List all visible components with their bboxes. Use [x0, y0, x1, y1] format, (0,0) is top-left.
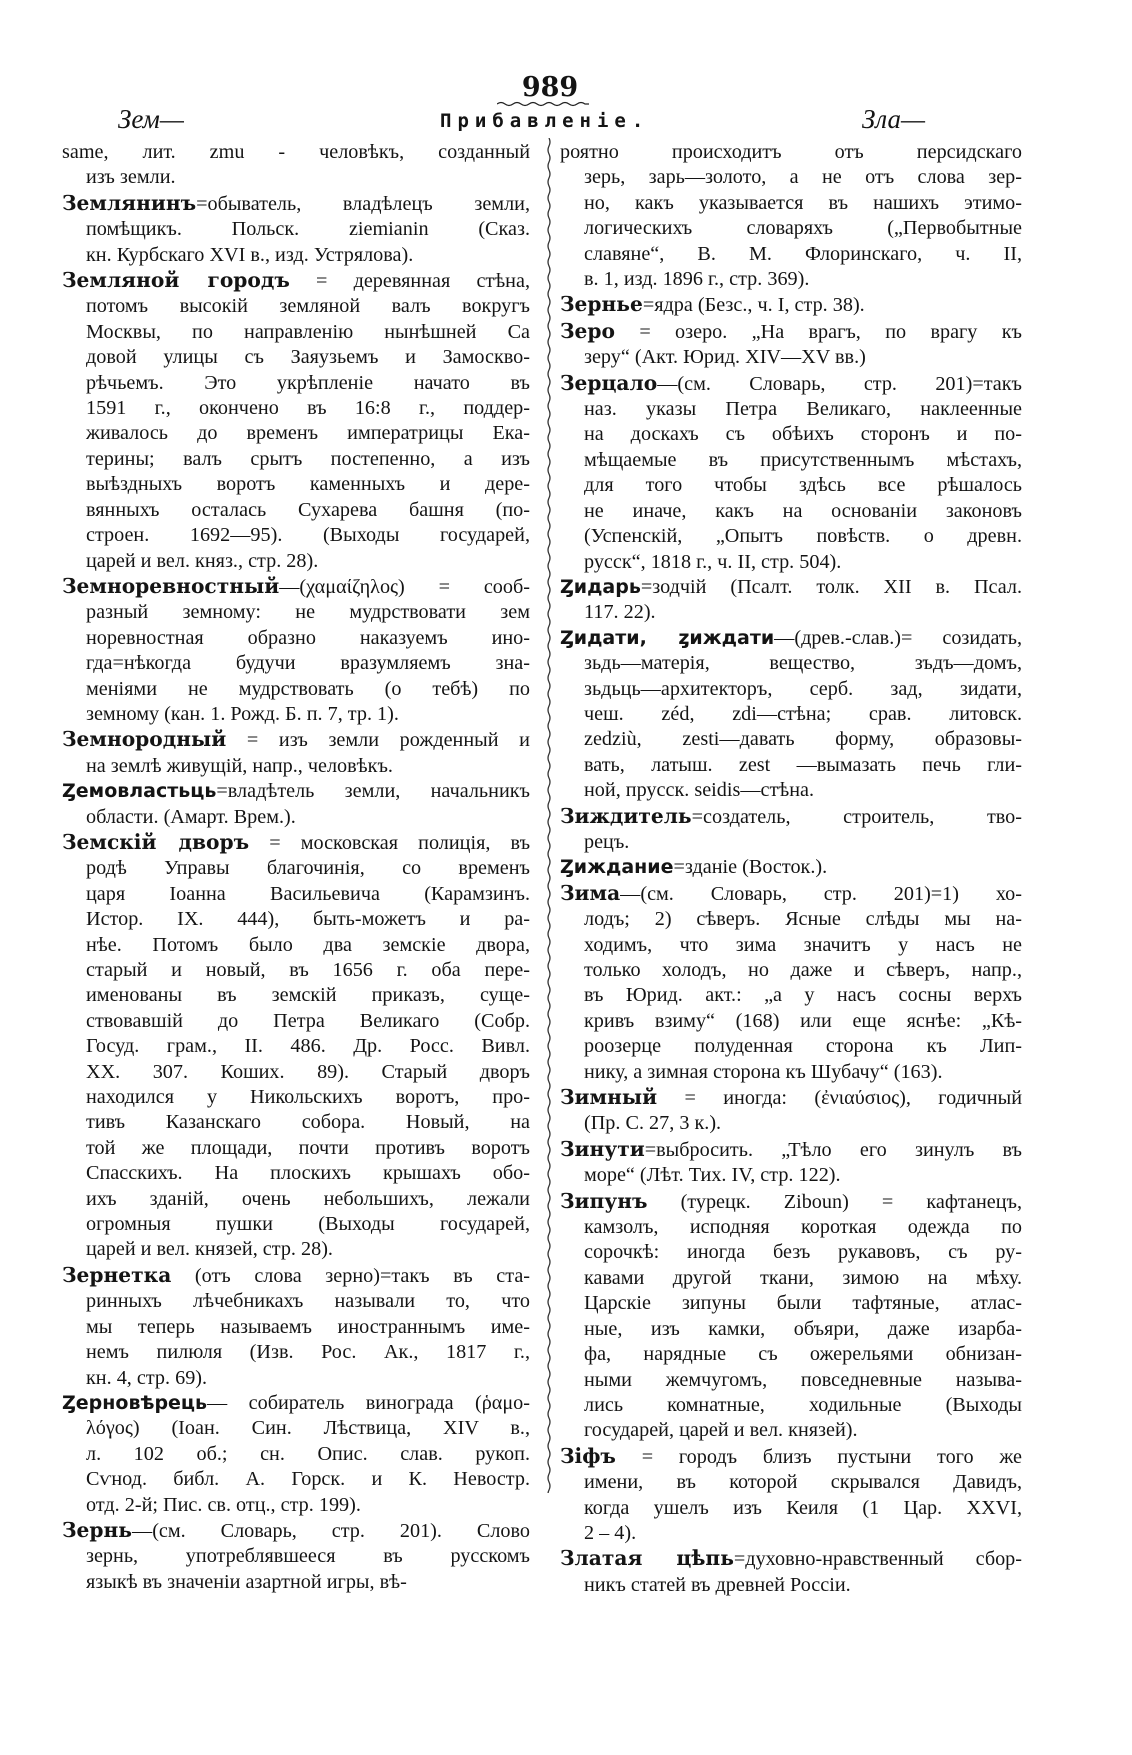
entry-line — [62, 523, 530, 548]
entry-text: кривъ взиму“ (168) или еще яснѣе: „Кѣ- — [584, 1009, 1022, 1032]
entry-text: —(см. Словарь, стр. 201). Слово — [132, 1519, 530, 1542]
entry-text: Истор. IX. 444), быть-можетъ и ра- — [86, 908, 530, 931]
entry-text: живалось до временъ императрицы Ека- — [86, 422, 530, 445]
entry-line — [560, 1163, 1022, 1188]
running-head-left: Зем— — [118, 104, 184, 134]
entry-text: никъ статей въ древней Россіи. — [584, 1573, 851, 1596]
entry-text: рѣчьемъ. Это укрѣпленіе начато въ — [86, 371, 530, 394]
entry-line — [560, 191, 1022, 216]
entry-text: Царскіе зипуны были тафтяные, атлас- — [584, 1292, 1022, 1315]
entry-line — [62, 1544, 530, 1569]
entry-text: помѣщикъ. Польск. ziemianin (Сказ. — [86, 218, 530, 241]
entry-line — [560, 1215, 1022, 1240]
entry-line — [62, 651, 530, 676]
wavy-rule-ornament — [497, 101, 589, 107]
entry-line — [560, 1060, 1022, 1085]
entry-line — [62, 1289, 530, 1314]
entry-line — [560, 216, 1022, 241]
entry-line — [560, 371, 1022, 397]
entry-line — [62, 1442, 530, 1467]
dictionary-entry — [62, 1391, 530, 1518]
entry-line — [62, 805, 530, 830]
entry-line — [560, 165, 1022, 190]
dictionary-entry — [560, 1085, 1022, 1137]
entry-line — [560, 881, 1022, 907]
entry-text: =обыватель, владѣлецъ земли, — [196, 192, 530, 215]
entry-text: —(см. Словарь, стр. 201)=такъ — [657, 372, 1022, 395]
entry-line — [560, 1521, 1022, 1546]
entry-text: тивъ Казанскаго собора. Новый, на — [86, 1111, 530, 1134]
entry-line — [62, 574, 530, 600]
entry-text: кавами другой ткани, зимою на мѣху. — [584, 1266, 1022, 1289]
entry-line — [560, 1418, 1022, 1443]
entry-text: имени, въ которой скрывался Давидъ, — [584, 1471, 1022, 1494]
entry-line — [62, 294, 530, 319]
entry-headword: Ȥидарь — [560, 575, 641, 598]
entry-text: л. 102 об.; сн. Опис. слав. рукоп. — [86, 1442, 530, 1465]
entry-line — [62, 447, 530, 472]
entry-text: (Успенскій, „Опытъ повѣств. о древн. — [584, 525, 1022, 548]
entry-line — [62, 983, 530, 1008]
entry-text: языкѣ въ значеніи азартной игры, вѣ- — [86, 1570, 407, 1593]
entry-text: для того чтобы здѣсь все рѣшалось — [584, 474, 1022, 497]
entry-text: море“ (Лѣт. Тих. IV, стр. 122). — [584, 1164, 841, 1187]
entry-headword: Зерцало — [560, 370, 658, 395]
entry-line — [560, 600, 1022, 625]
entry-text: ными жемчугомъ, повседневные называ- — [584, 1368, 1022, 1391]
entry-line — [560, 1111, 1022, 1136]
entry-text: славяне“, В. М. Флоринскаго, ч. II, — [584, 242, 1022, 265]
entry-line — [560, 499, 1022, 524]
entry-text: same, лит. zmu - человѣкъ, созданный — [62, 141, 530, 163]
entry-text: довой улицы съ Заяузьемъ и Замоскво- — [86, 346, 530, 369]
entry-line — [560, 292, 1022, 318]
entry-line — [62, 882, 530, 907]
entry-line — [62, 1009, 530, 1034]
entry-line — [62, 1467, 530, 1492]
entry-text: —(см. Словарь, стр. 201)=1) хо- — [620, 882, 1022, 905]
entry-text: Сѵнод. библ. А. Горск. и К. Невостр. — [86, 1468, 530, 1491]
entry-text: области. (Амарт. Врем.). — [86, 805, 296, 828]
entry-headword: Ȥерновѣрець — [62, 1391, 208, 1414]
entry-text: земному (кан. 1. Рожд. Б. п. 7, тр. 1). — [86, 702, 399, 725]
entry-headword: Зима — [560, 880, 621, 905]
entry-text: ной, прусск. seidis—стѣна. — [584, 779, 815, 802]
entry-text: =зодчій (Псалт. толк. XII в. Псал. — [640, 575, 1022, 598]
entry-line — [62, 856, 530, 881]
entry-line — [560, 753, 1022, 778]
entry-line — [62, 243, 530, 268]
entry-text: вянныхъ осталась Сухарева башня (по- — [86, 498, 530, 521]
entry-text: сорочкѣ: иногда безъ рукавовъ, съ ру- — [584, 1241, 1022, 1264]
entry-text: разный земному: не мудрствовати зем — [86, 601, 530, 624]
entry-line — [62, 1315, 530, 1340]
entry-line — [62, 165, 530, 190]
entry-line — [560, 1137, 1022, 1163]
entry-text: —(древ.-слав.)= созидать, — [774, 626, 1022, 649]
entry-line — [62, 472, 530, 497]
entry-line — [62, 727, 530, 753]
entry-text: λόγος) (Іоан. Син. Лѣствица, XIV в., — [86, 1417, 530, 1440]
entry-line — [62, 191, 530, 217]
entry-line — [560, 727, 1022, 752]
entry-text: рецъ. — [584, 830, 630, 853]
entry-line — [62, 1136, 530, 1161]
entry-headword: Земляной городъ — [62, 268, 290, 293]
entry-text: роозерце полуденная сторона къ Лип- — [584, 1035, 1022, 1058]
entry-text: лись комнатные, ходильные (Выходы — [584, 1393, 1022, 1416]
entry-line — [560, 1189, 1022, 1215]
entry-line — [560, 907, 1022, 932]
entry-line — [560, 778, 1022, 803]
entry-line — [62, 421, 530, 446]
entry-line — [62, 1340, 530, 1365]
entry-text: 117. 22). — [584, 601, 656, 624]
entry-text: меніями не мудрствовать (о тебѣ) по — [86, 677, 530, 700]
entry-line — [62, 1060, 530, 1085]
page-number: 989 — [521, 72, 579, 103]
entry-line — [560, 958, 1022, 983]
entry-line — [560, 575, 1022, 600]
entry-headword: Земнородный — [62, 727, 227, 752]
entry-text: именованы въ земскій приказъ, суще- — [86, 984, 530, 1007]
entry-line — [560, 242, 1022, 267]
entry-text: =создатель, строитель, тво- — [691, 805, 1022, 828]
entry-line — [62, 958, 530, 983]
entry-line — [560, 1546, 1022, 1572]
dictionary-entry — [62, 268, 530, 574]
entry-line — [62, 1518, 530, 1544]
entry-text: норевностная образно наказуемъ ино- — [86, 626, 530, 649]
dictionary-entry — [560, 1444, 1022, 1547]
entry-line — [560, 448, 1022, 473]
dictionary-entry — [560, 881, 1022, 1085]
dictionary-entry — [560, 292, 1022, 318]
entry-text: отд. 2-й; Пис. св. отц., стр. 199). — [86, 1493, 361, 1516]
dictionary-entry — [560, 855, 1022, 880]
entry-line — [62, 600, 530, 625]
entry-headword: Зимный — [560, 1085, 658, 1110]
entry-headword: Зинути — [560, 1136, 645, 1161]
entry-line — [560, 1240, 1022, 1265]
entry-line — [560, 267, 1022, 292]
entry-text: = иногда: (ἐνιαύσιος), годичный — [657, 1087, 1022, 1110]
entry-line — [560, 1034, 1022, 1059]
entry-line — [62, 549, 530, 574]
entry-text: нику, а зимная сторона къ Шубачу“ (163). — [584, 1060, 943, 1083]
entry-line — [560, 1573, 1022, 1598]
entry-line — [560, 1317, 1022, 1342]
entry-line — [62, 830, 530, 856]
dictionary-entry — [560, 319, 1022, 371]
dictionary-entry — [560, 140, 1022, 292]
entry-headword: Зеро — [560, 318, 615, 343]
entry-text: = городъ близъ пустыни того же — [615, 1445, 1022, 1468]
entry-text: немъ пилюля (Изв. Рос. Ак., 1817 г., — [86, 1341, 530, 1364]
entry-line — [560, 1444, 1022, 1470]
entry-text: = озеро. „На врагъ, по врагу къ — [614, 320, 1022, 343]
dictionary-entry — [560, 575, 1022, 626]
entry-line — [62, 1085, 530, 1110]
entry-line — [62, 1110, 530, 1135]
entry-text: зьдь—матерія, вещество, зъдъ—домъ, — [584, 652, 1022, 675]
entry-text: = изъ земли рожденный и — [226, 729, 530, 752]
entry-line — [62, 140, 530, 165]
entry-text: =выбросить. „Тѣло его зинулъ въ — [644, 1138, 1022, 1161]
right-column — [560, 140, 1022, 1598]
entry-line — [560, 473, 1022, 498]
entry-line — [560, 1085, 1022, 1111]
entry-text: нѣе. Потомъ было два земскіе двора, — [86, 933, 530, 956]
entry-headword: Зернетка — [62, 1262, 172, 1287]
dictionary-entry — [560, 1137, 1022, 1189]
entry-line — [560, 855, 1022, 880]
entry-line — [560, 933, 1022, 958]
entry-text: лодъ; 2) сѣверъ. Ясные слѣды мы на- — [584, 908, 1022, 931]
entry-line — [62, 1570, 530, 1595]
entry-line — [62, 626, 530, 651]
entry-headword: Зіфъ — [560, 1443, 616, 1468]
entry-line — [560, 677, 1022, 702]
entry-headword: Земскій дворъ — [62, 829, 250, 854]
entry-line — [62, 702, 530, 727]
entry-text: Госуд. грам., II. 486. Др. Росс. Вивл. — [86, 1035, 530, 1058]
entry-line — [560, 1266, 1022, 1291]
entry-line — [62, 1034, 530, 1059]
dictionary-entry — [62, 191, 530, 268]
entry-line — [62, 1493, 530, 1518]
entry-text: (отъ слова зерно)=такъ въ ста- — [171, 1264, 530, 1287]
entry-text: ходимъ, что зима значитъ у насъ не — [584, 933, 1022, 956]
left-column — [62, 140, 530, 1595]
entry-text: кн. Курбскаго XVI в., изд. Устрялова). — [86, 243, 414, 266]
entry-line — [62, 1391, 530, 1416]
entry-line — [62, 1212, 530, 1237]
entry-text: выѣздныхъ воротъ каменныхъ и дере- — [86, 473, 530, 496]
entry-text: вать, латыш. zest —вымазать печь гли- — [584, 753, 1022, 776]
dictionary-entry — [62, 1518, 530, 1595]
entry-line — [560, 422, 1022, 447]
entry-text: 2 – 4). — [584, 1521, 637, 1544]
entry-headword: Зернье — [560, 292, 643, 317]
entry-text: ихъ зданій, очень небольшихъ, лежали — [86, 1187, 530, 1210]
entry-headword: Ȥемовластьць — [62, 780, 217, 803]
entry-text: терины; валъ срытъ постепенно, а изъ — [86, 447, 530, 470]
entry-line — [560, 1393, 1022, 1418]
entry-line — [560, 397, 1022, 422]
entry-line — [560, 1342, 1022, 1367]
entry-text: той же площади, почти противъ воротъ — [86, 1136, 530, 1159]
entry-text: =зданіе (Восток.). — [673, 856, 828, 879]
entry-text: логическихъ словаряхъ („Первобытные — [584, 217, 1022, 240]
entry-text: царя Іоанна Васильевича (Карамзинъ. — [86, 882, 530, 905]
dictionary-entry — [62, 830, 530, 1263]
entry-text: мѣщаемые въ присутственнымъ мѣстахъ, — [584, 448, 1022, 471]
entry-line — [62, 396, 530, 421]
entry-text: гда=нѣкогда будучи вразумляемъ зна- — [86, 652, 530, 675]
entry-line — [560, 983, 1022, 1008]
entry-line — [62, 1187, 530, 1212]
entry-line — [62, 320, 530, 345]
entry-text: огромныя пушки (Выходы государей, — [86, 1213, 530, 1236]
entry-line — [62, 907, 530, 932]
entry-text: мы теперь называемъ иностраннымъ име- — [86, 1315, 530, 1338]
entry-text: zedziù, zesti—давать форму, образовы- — [584, 728, 1022, 751]
entry-line — [560, 524, 1022, 549]
entry-text: родѣ Управы благочинія, со временъ — [86, 857, 530, 880]
entry-text: (Пр. С. 27, 3 к.). — [584, 1112, 722, 1135]
entry-line — [560, 345, 1022, 370]
entry-text: зеру“ (Акт. Юрид. XIV—XV вв.) — [584, 346, 866, 369]
dictionary-entry — [62, 140, 530, 191]
entry-text: камзолъ, исподняя короткая одежда по — [584, 1216, 1022, 1239]
entry-text: царей и вел. княз., стр. 28). — [86, 549, 319, 572]
entry-line — [560, 830, 1022, 855]
entry-headword: Златая цѣпь — [560, 1546, 734, 1571]
entry-text: въ Юрид. акт.: „а у насъ сосны верхъ — [584, 984, 1022, 1007]
entry-line — [62, 1263, 530, 1289]
entry-line — [560, 319, 1022, 345]
entry-text: когда ушелъ изъ Кеиля (1 Цар. XXVI, — [584, 1496, 1022, 1519]
entry-text: зьдьць—архитекторъ, серб. зад, зидати, — [584, 677, 1022, 700]
entry-text: —(χαμαίζηλος) = сооб- — [279, 575, 530, 598]
entry-line — [62, 1416, 530, 1441]
entry-line — [62, 677, 530, 702]
entry-line — [560, 550, 1022, 575]
entry-text: зерь, зарь—золото, а не отъ слова зер- — [584, 166, 1022, 189]
entry-headword: Ȥидати, ȥиждати — [560, 626, 775, 649]
dictionary-entry — [560, 1189, 1022, 1444]
dictionary-entry — [560, 626, 1022, 804]
entry-text: русск“, 1818 г., ч. II, стр. 504). — [584, 550, 842, 573]
entry-text: (турецк. Ziboun) = кафтанецъ, — [647, 1190, 1022, 1213]
entry-line — [62, 779, 530, 804]
entry-text: только холодъ, но даже и сѣверъ, напр., — [584, 959, 1022, 981]
entry-text: ринныхъ лѣчебникахъ называли то, что — [86, 1290, 530, 1313]
entry-text: на землѣ живущій, напр., человѣкъ. — [86, 754, 393, 777]
entry-text: строен. 1692—95). (Выходы государей, — [86, 524, 530, 547]
dictionary-entry — [560, 1546, 1022, 1598]
entry-text: государей, царей и вел. князей). — [584, 1419, 858, 1442]
entry-text: в. 1, изд. 1896 г., стр. 369). — [584, 268, 810, 291]
entry-text: ствовавшій до Петра Великаго (Собр. — [86, 1009, 530, 1032]
entry-headword: Землянинъ — [62, 190, 197, 215]
entry-text: изъ земли. — [86, 166, 176, 189]
entry-line — [62, 498, 530, 523]
running-head-right: Зла— — [862, 104, 925, 134]
entry-line — [560, 702, 1022, 727]
entry-text: =владѣтель земли, начальникъ — [216, 780, 530, 803]
entry-headword: Зипунъ — [560, 1188, 648, 1213]
entry-line — [62, 1161, 530, 1186]
entry-text: роятно происходитъ отъ персидскаго — [560, 141, 1022, 163]
entry-text: — собиратель винограда (ῥαμο- — [207, 1391, 530, 1414]
entry-line — [560, 1470, 1022, 1495]
column-divider — [545, 138, 553, 1493]
entry-line — [62, 217, 530, 242]
entry-line — [560, 651, 1022, 676]
dictionary-entry — [62, 779, 530, 830]
entry-text: но, какъ указывается въ нашихъ этимо- — [584, 191, 1022, 214]
entry-line — [62, 268, 530, 294]
entry-line — [560, 626, 1022, 651]
entry-line — [62, 933, 530, 958]
entry-line — [560, 1009, 1022, 1034]
entry-line — [560, 1368, 1022, 1393]
entry-text: ные, изъ камки, объяри, даже изарба- — [584, 1317, 1022, 1340]
dictionary-entry — [62, 574, 530, 727]
entry-text: Москвы, по направленію нынѣшней Са — [86, 320, 530, 343]
dictionary-entry — [560, 804, 1022, 856]
entry-text: Спасскихъ. На плоскихъ крышахъ обо- — [86, 1162, 530, 1185]
section-title: Прибавленіе. — [440, 110, 650, 132]
dictionary-entry — [62, 727, 530, 779]
entry-text: зернь, употреблявшееся въ русскомъ — [86, 1545, 530, 1568]
entry-line — [62, 371, 530, 396]
entry-line — [62, 754, 530, 779]
entry-text: не иначе, какъ на основаніи законовъ — [584, 499, 1022, 522]
entry-headword: Зиждитель — [560, 803, 692, 828]
entry-text: = деревянная стѣна, — [289, 270, 530, 293]
dictionary-entry — [560, 371, 1022, 575]
entry-line — [62, 1366, 530, 1391]
entry-line — [560, 804, 1022, 830]
entry-text: старый и новый, въ 1656 г. оба пере- — [86, 959, 530, 981]
entry-headword: Зернь — [62, 1517, 132, 1542]
entry-text: потомъ высокій земляной валъ вокругъ — [86, 295, 530, 318]
entry-text: находился у Никольскихъ воротъ, про- — [86, 1086, 530, 1109]
entry-text: наз. указы Петра Великаго, наклеенные — [584, 398, 1022, 421]
entry-line — [62, 345, 530, 370]
entry-text: кн. 4, стр. 69). — [86, 1366, 208, 1389]
entry-line — [560, 1496, 1022, 1521]
dictionary-entry — [62, 1263, 530, 1391]
entry-text: =ядра (Безс., ч. I, стр. 38). — [642, 294, 865, 317]
entry-text: чеш. zéd, zdi—стѣна; срав. литовск. — [584, 702, 1022, 725]
entry-text: фа, нарядные съ ожерельями обнизан- — [584, 1343, 1022, 1366]
entry-text: 1591 г., окончено въ 16:8 г., поддер- — [86, 397, 530, 420]
entry-line — [560, 1291, 1022, 1316]
entry-text: XX. 307. Коших. 89). Старый дворъ — [86, 1060, 530, 1083]
entry-headword: Ȥиждание — [560, 856, 674, 879]
entry-text: = московская полиція, въ — [249, 831, 531, 854]
entry-line — [62, 1237, 530, 1262]
entry-text: царей и вел. князей, стр. 28). — [86, 1238, 333, 1261]
entry-headword: Земноревностный — [62, 573, 280, 598]
entry-text: =духовно-нравственный сбор- — [733, 1548, 1022, 1571]
entry-line — [560, 140, 1022, 165]
entry-text: на доскахъ съ обѣихъ сторонъ и по- — [584, 423, 1022, 446]
